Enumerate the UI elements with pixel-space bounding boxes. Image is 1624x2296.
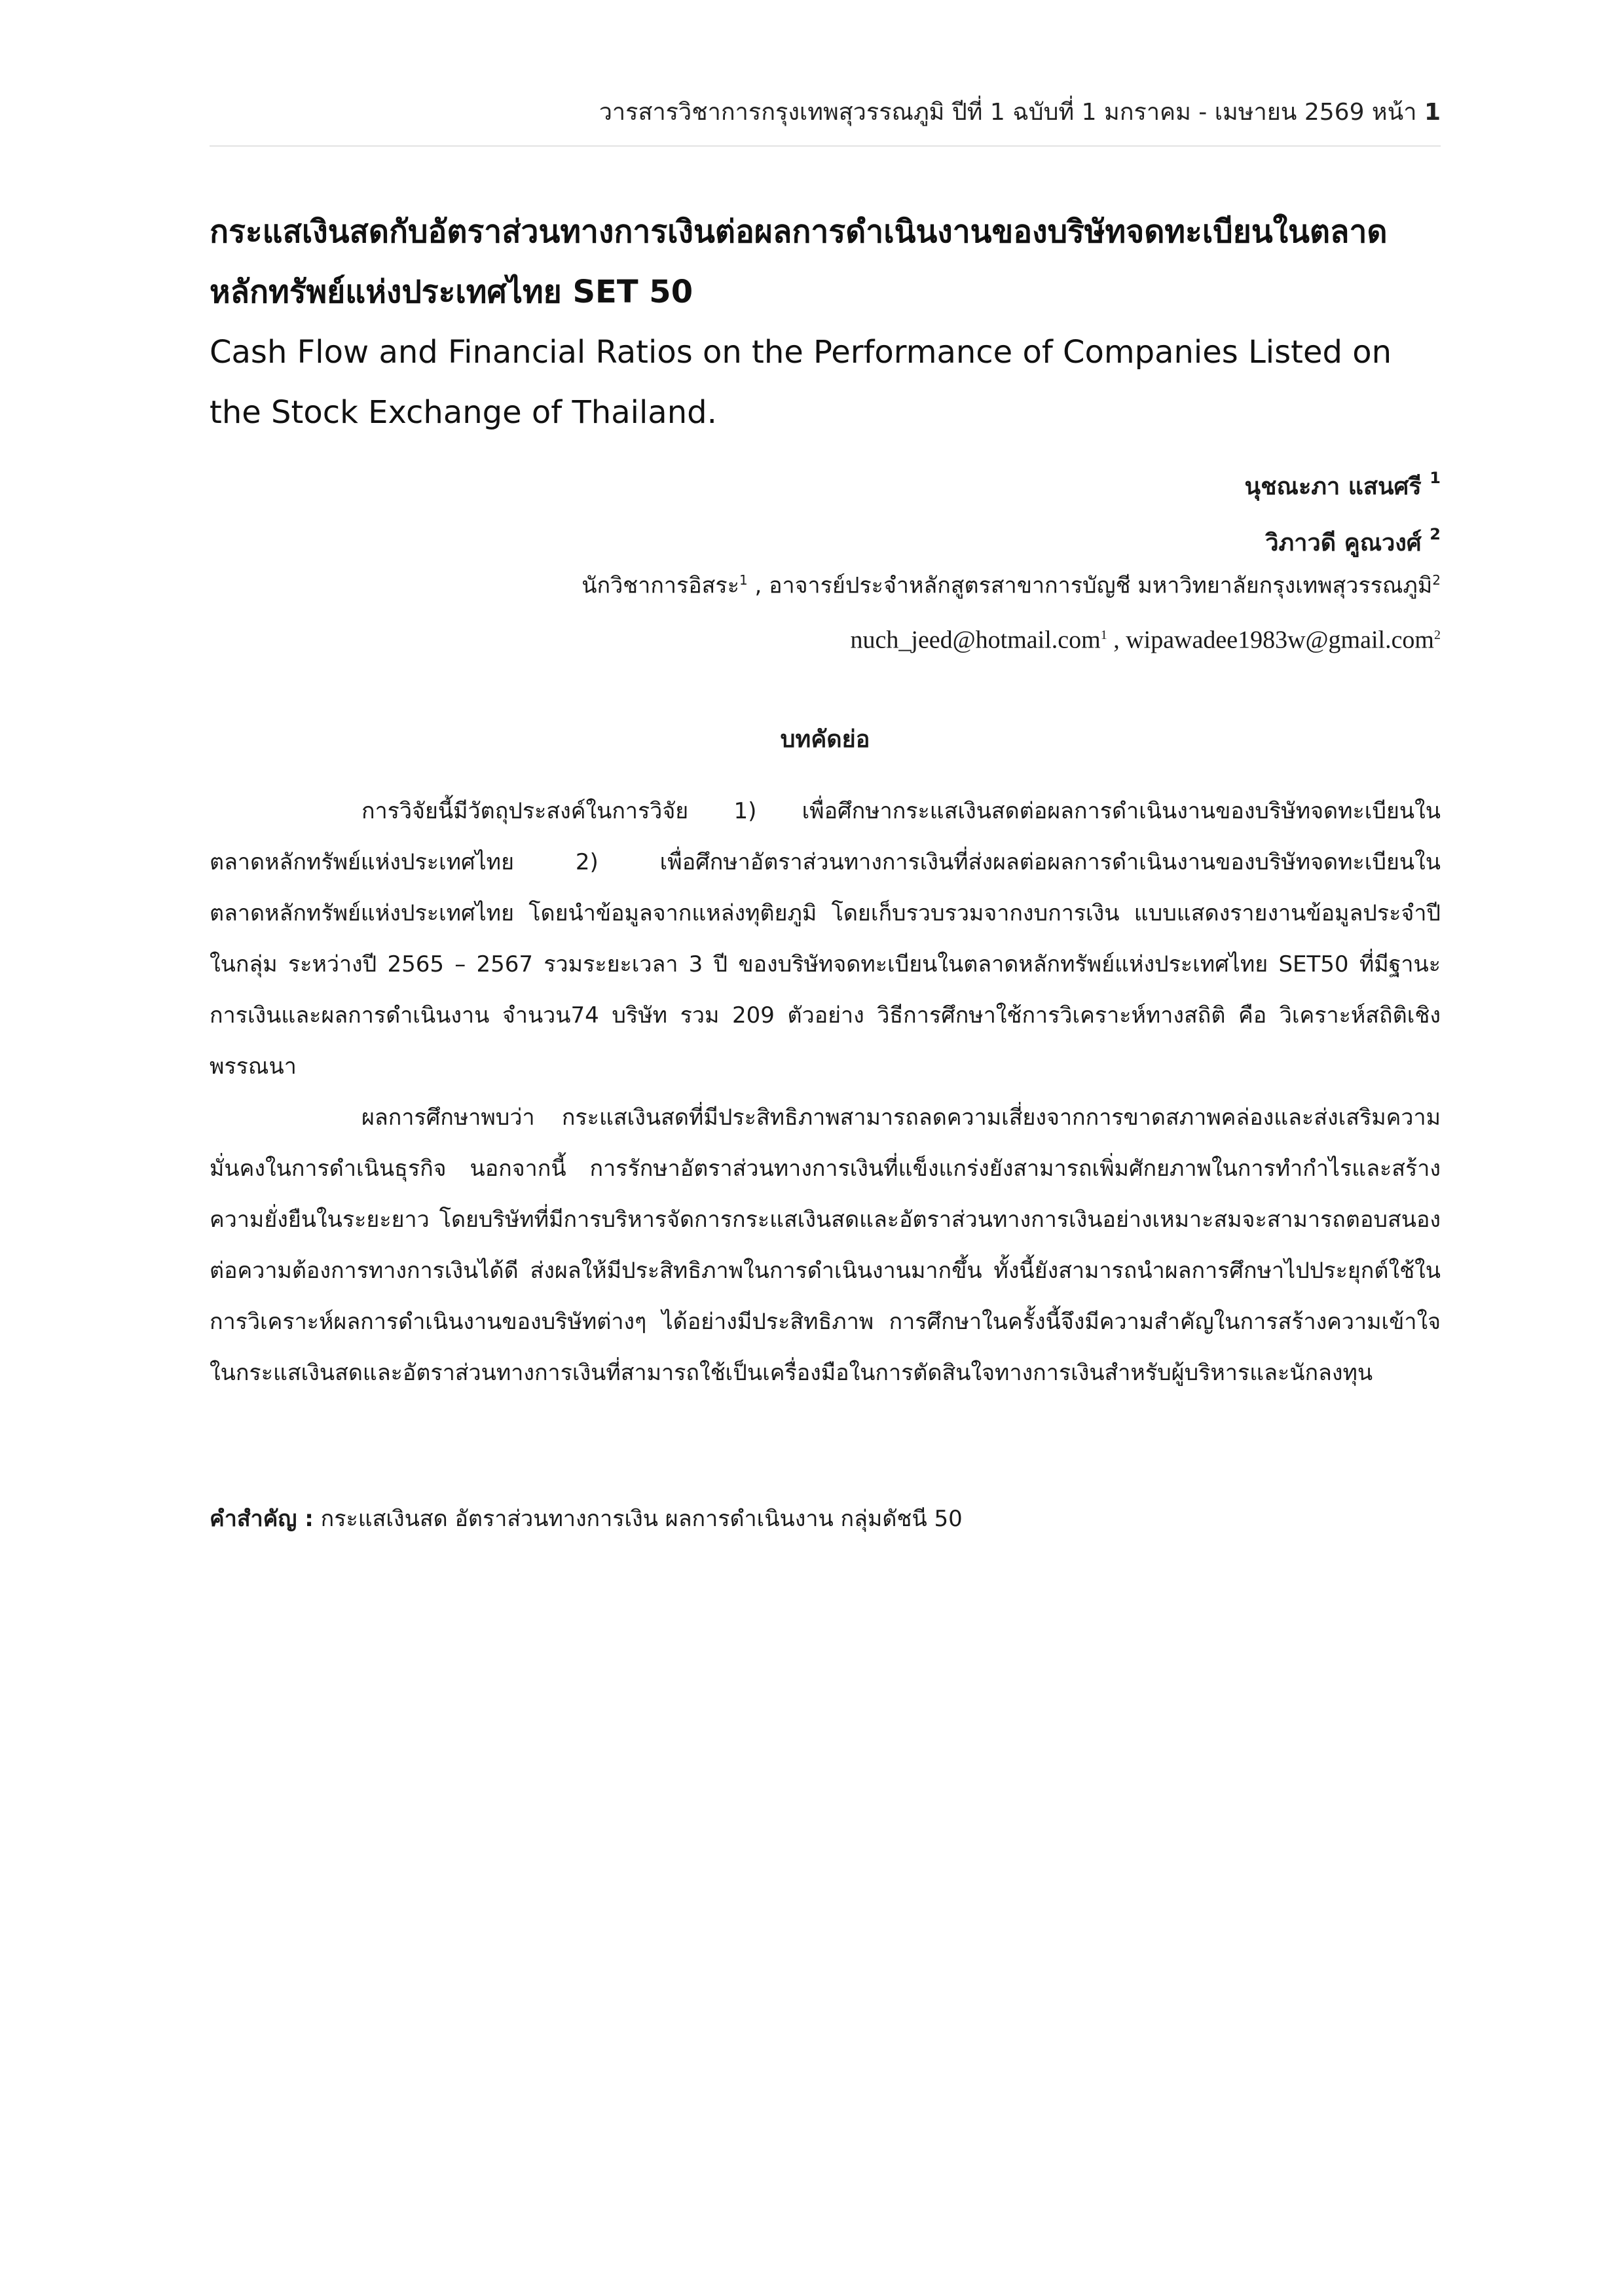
author-1-name: นุชณะภา แสนศรี xyxy=(1244,473,1422,500)
author-2-superscript: 2 xyxy=(1430,525,1441,543)
running-header xyxy=(599,97,1441,128)
abstract-paragraph-1: การวิจัยนี้มีวัตถุประสงค์ในการวิจัย 1) เพื่อศึกษากระแสเงินสดต่อผลการดำเนินงานของบริษัทจดทะเบียนในตลาดหลักทรัพย์แห่งประเทศไทย 2) เพื่อศึกษาอัตราส่วนทางการเงินที่ส่งผลต่อผลการดำเนินงานของบริษัทจดทะเบียนในตลาดหลักทรัพย์แห่งประเทศไทย โดยนำข้อมูลจากแหล่งทุติยภูมิ โดยเก็บรวบรวมจากงบการเงิน แบบแสดงรายงานข้อมูลประจำปี ในกลุ่ม ระหว่างปี 2565 – 2567 รวมระยะเวลา 3 ปี ของบริษัทจดทะเบียนในตลาดหลักทรัพย์แห่งประเทศไทย SET50 ที่มีฐานะการเงินและผลการดำเนินงาน จำนวน74 บริษัท รวม 209 ตัวอย่าง วิธีการศึกษาใช้การวิเคราะห์ทางสถิติ คือ วิเคราะห์สถิติเชิงพรรณนา xyxy=(210,798,1441,1080)
title-english-line-2: the Stock Exchange of Thailand. xyxy=(210,394,717,431)
affiliation-1-superscript: 1 xyxy=(739,572,748,588)
abstract-body xyxy=(210,786,1441,1398)
author-list xyxy=(1245,456,1441,568)
title-block xyxy=(210,202,1441,443)
abstract-heading: บทคัดย่อ xyxy=(780,726,870,753)
affiliation-2-superscript: 2 xyxy=(1432,572,1441,588)
keywords xyxy=(210,1499,1441,1539)
author-1-superscript: 1 xyxy=(1430,469,1441,487)
email-link-1[interactable]: nuch_jeed@hotmail.com xyxy=(850,626,1101,654)
header-divider xyxy=(210,145,1441,147)
email-2-superscript: 2 xyxy=(1434,628,1441,642)
keywords-text: กระแสเงินสด อัตราส่วนทางการเงิน ผลการดำเนินงาน กลุ่มดัชนี 50 xyxy=(313,1506,963,1532)
journal-info: วารสารวิชาการกรุงเทพสุวรรณภูมิ ปีที่ 1 ฉบับที่ 1 มกราคม - เมษายน 2569 หน้า xyxy=(599,99,1417,126)
affiliation xyxy=(581,558,1441,608)
author-2-name: วิภาวดี คูณวงศ์ xyxy=(1265,530,1422,556)
email-separator: , xyxy=(1107,626,1126,654)
keywords-label: คำสำคัญ : xyxy=(210,1506,314,1532)
author-emails xyxy=(851,615,1441,660)
title-thai-line-1: กระแสเงินสดกับอัตราส่วนทางการเงินต่อผลการดำเนินงานของบริษัทจดทะเบียนในตลาด xyxy=(210,213,1388,250)
affiliation-2: , อาจารย์ประจำหลักสูตรสาขาการบัญชี มหาวิทยาลัยกรุงเทพสุวรรณภูมิ xyxy=(747,572,1433,599)
author-1 xyxy=(1245,456,1441,512)
title-thai-line-2: หลักทรัพย์แห่งประเทศไทย SET 50 xyxy=(210,274,693,310)
affiliation-1: นักวิชาการอิสระ xyxy=(581,572,739,599)
email-link-2[interactable]: wipawadee1983w@gmail.com xyxy=(1126,626,1434,654)
page-number: 1 xyxy=(1424,99,1441,126)
email-1-superscript: 1 xyxy=(1100,628,1107,642)
abstract-paragraph-2: ผลการศึกษาพบว่า กระแสเงินสดที่มีประสิทธิภาพสามารถลดความเสี่ยงจากการขาดสภาพคล่องและส่งเสริมความมั่นคงในการดำเนินธุรกิจ นอกจากนี้ การรักษาอัตราส่วนทางการเงินที่แข็งแกร่งยังสามารถเพิ่มศักยภาพในการทำกำไรและสร้างความยั่งยืนในระยะยาว โดยบริษัทที่มีการบริหารจัดการกระแสเงินสดและอัตราส่วนทางการเงินอย่างเหมาะสมจะสามารถตอบสนองต่อความต้องการทางการเงินได้ดี ส่งผลให้มีประสิทธิภาพในการดำเนินงานมากขึ้น ทั้งนี้ยังสามารถนำผลการศึกษาไปประยุกต์ใช้ในการวิเคราะห์ผลการดำเนินงานของบริษัทต่างๆ ได้อย่างมีประสิทธิภาพ การศึกษาในครั้งนี้จึงมีความสำคัญในการสร้างความเข้าใจในกระแสเงินสดและอัตราส่วนทางการเงินที่สามารถใช้เป็นเครื่องมือในการตัดสินใจทางการเงินสำหรับผู้บริหารและนักลงทุน xyxy=(210,1104,1441,1386)
title-english-line-1: Cash Flow and Financial Ratios on the Performance of Companies Listed on xyxy=(210,334,1392,371)
